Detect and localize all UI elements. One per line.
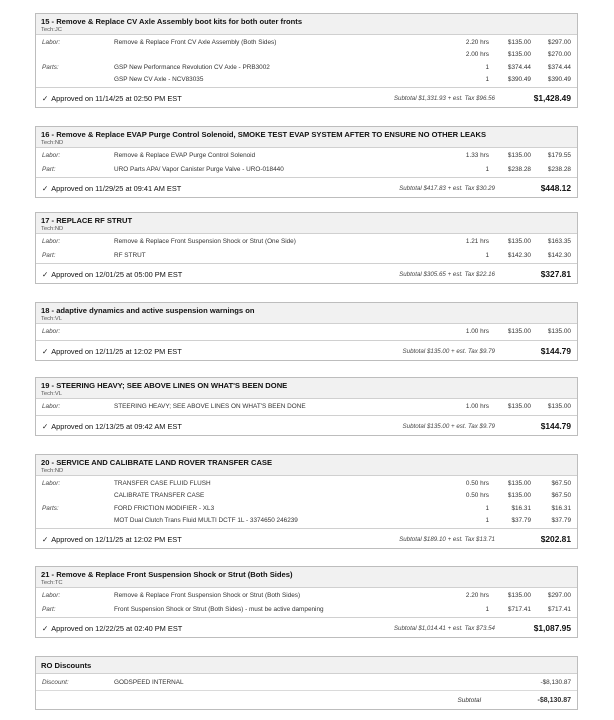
line-description: FORD FRICTION MODIFIER - XL3 xyxy=(114,505,215,512)
line-type: Part: xyxy=(42,251,56,259)
line-type: Labor: xyxy=(42,152,61,159)
line-rate: $135.00 xyxy=(507,491,531,499)
job-line-row xyxy=(36,401,577,413)
line-rate: $390.49 xyxy=(507,75,531,83)
job-footer xyxy=(36,617,577,637)
job-header xyxy=(36,14,577,35)
line-description: Remove & Replace Front Suspension Shock or Strut (One Side) xyxy=(114,238,296,245)
discounts-title: RO Discounts xyxy=(41,661,92,670)
approval-status xyxy=(42,535,182,544)
approval-text: Approved on 11/29/25 at 09:41 AM EST xyxy=(51,184,182,193)
check-icon: ✓ xyxy=(42,624,49,633)
check-icon: ✓ xyxy=(42,184,49,193)
job-grand-total: $448.12 xyxy=(540,183,571,193)
approval-status xyxy=(42,422,182,431)
line-type: Labor: xyxy=(42,328,61,335)
job-line-row xyxy=(36,590,577,602)
discount-row xyxy=(36,674,577,691)
line-total: $717.41 xyxy=(547,605,571,613)
job-line-row xyxy=(36,503,577,515)
job-title: 21 - Remove & Replace Front Suspension Shock or Strut (Both Sides) xyxy=(41,570,293,579)
line-rate: $16.31 xyxy=(511,505,531,512)
job-line-row xyxy=(36,250,577,262)
check-icon: ✓ xyxy=(42,270,49,279)
line-rate: $374.44 xyxy=(507,64,531,71)
check-icon: ✓ xyxy=(42,346,49,356)
line-rate: $135.00 xyxy=(507,50,531,58)
approval-status xyxy=(42,347,182,356)
job-grand-total: $144.79 xyxy=(540,345,571,356)
job-line-row xyxy=(36,37,577,49)
line-rate: $135.00 xyxy=(507,403,531,410)
job-tech: Tech:VL xyxy=(41,316,62,322)
job-tech: Tech:ND xyxy=(41,468,64,474)
approval-text: Approved on 12/11/25 at 12:02 PM EST xyxy=(51,346,182,356)
line-quantity: 1 xyxy=(485,605,489,613)
line-rate: $238.28 xyxy=(507,165,531,173)
approval-status xyxy=(42,270,182,279)
line-description: RF STRUT xyxy=(114,251,146,259)
job-line-row xyxy=(36,490,577,502)
line-rate: $135.00 xyxy=(507,592,531,599)
line-total: $142.30 xyxy=(547,251,571,259)
line-total: $297.00 xyxy=(547,592,571,599)
line-quantity: 1 xyxy=(485,516,489,524)
job-subtotal: Subtotal $189.10 + est. Tax $13.71 xyxy=(399,536,495,543)
line-description: GSP New Performance Revolution CV Axle - PRB3002 xyxy=(114,64,270,71)
line-quantity: 0.50 hrs xyxy=(465,480,489,487)
line-type: Parts: xyxy=(42,505,59,512)
approval-text: Approved on 12/22/25 at 02:40 PM EST xyxy=(51,624,183,633)
job-title: 15 - Remove & Replace CV Axle Assembly boot kits for both outer fronts xyxy=(41,17,303,26)
job-line-row xyxy=(36,164,577,176)
job-title: 16 - Remove & Replace EVAP Purge Control Solenoid, SMOKE TEST EVAP SYSTEM AFTER TO ENSURE NO OTHER LEAKS xyxy=(41,130,487,139)
line-total: $179.55 xyxy=(547,152,571,159)
check-icon: ✓ xyxy=(42,94,49,103)
line-description: Front Suspension Shock or Strut (Both Sides) - must be active dampening xyxy=(114,605,324,613)
job-card xyxy=(35,566,578,638)
discount-amount: -$8,130.87 xyxy=(540,679,571,686)
line-description: Remove & Replace Front Suspension Shock or Strut (Both Sides) xyxy=(114,592,301,599)
line-type: Labor: xyxy=(42,480,61,487)
job-line-row xyxy=(36,62,577,74)
job-line-row xyxy=(36,236,577,248)
job-tech: Tech:ND xyxy=(41,140,64,146)
job-lines xyxy=(36,588,577,617)
line-quantity: 2.00 hrs xyxy=(465,50,489,58)
discount-subtotal-row xyxy=(36,691,577,709)
line-rate: $135.00 xyxy=(507,152,531,159)
job-subtotal: Subtotal $417.83 + est. Tax $30.29 xyxy=(399,185,495,192)
line-description: Remove & Replace Front CV Axle Assembly (Both Sides) xyxy=(114,39,277,46)
job-line-row xyxy=(36,515,577,527)
job-subtotal: Subtotal $1,331.93 + est. Tax $96.56 xyxy=(393,95,495,102)
line-quantity: 1 xyxy=(485,75,489,83)
job-footer xyxy=(36,263,577,283)
line-description: TRANSFER CASE FLUID FLUSH xyxy=(114,480,211,487)
job-subtotal: Subtotal $305.65 + est. Tax $22.16 xyxy=(399,271,495,278)
approval-status xyxy=(42,184,181,193)
job-lines xyxy=(36,234,577,263)
job-line-row xyxy=(36,478,577,490)
line-rate: $142.30 xyxy=(507,251,531,259)
line-quantity: 2.20 hrs xyxy=(465,592,489,599)
line-description: MOT Dual Clutch Trans Fluid MULTI DCTF 1L - 3374650 246239 xyxy=(114,516,298,524)
line-rate: $135.00 xyxy=(507,238,531,245)
line-type: Part: xyxy=(42,605,56,613)
job-grand-total: $1,087.95 xyxy=(533,623,571,633)
line-rate: $135.00 xyxy=(507,480,531,487)
line-type: Labor: xyxy=(42,403,61,410)
job-card xyxy=(35,302,578,361)
job-grand-total: $144.79 xyxy=(540,420,571,431)
job-tech: Tech:TC xyxy=(41,580,63,586)
job-line-row xyxy=(36,49,577,61)
line-description: Remove & Replace EVAP Purge Control Solenoid xyxy=(114,152,256,159)
approval-text: Approved on 12/01/25 at 05:00 PM EST xyxy=(51,270,183,279)
job-tech: Tech:JC xyxy=(41,27,62,33)
line-quantity: 1.00 hrs xyxy=(465,403,489,410)
line-quantity: 1 xyxy=(485,251,489,259)
line-total: $270.00 xyxy=(547,50,571,58)
job-grand-total: $327.81 xyxy=(540,269,571,279)
job-subtotal: Subtotal $135.00 + est. Tax $9.79 xyxy=(402,422,495,430)
job-grand-total: $202.81 xyxy=(540,534,571,544)
check-icon: ✓ xyxy=(42,535,49,544)
line-type: Labor: xyxy=(42,592,61,599)
subtotal-value: -$8,130.87 xyxy=(537,697,571,704)
subtotal-label: Subtotal xyxy=(457,697,481,704)
job-grand-total: $1,428.49 xyxy=(533,93,571,103)
line-total: $67.50 xyxy=(551,480,571,487)
line-quantity: 2.20 hrs xyxy=(465,39,489,46)
line-total: $297.00 xyxy=(547,39,571,46)
job-header xyxy=(36,213,577,234)
job-line-row xyxy=(36,150,577,162)
job-card xyxy=(35,454,578,549)
discounts-header xyxy=(36,657,577,674)
job-title: 17 - REPLACE RF STRUT xyxy=(41,216,133,225)
line-quantity: 1.21 hrs xyxy=(465,238,489,245)
approval-text: Approved on 12/11/25 at 12:02 PM EST xyxy=(51,535,182,544)
job-footer xyxy=(36,528,577,548)
job-tech: Tech:VL xyxy=(41,391,62,397)
discount-label: Discount: xyxy=(42,679,69,686)
line-quantity: 1.00 hrs xyxy=(465,328,489,335)
job-lines xyxy=(36,324,577,340)
line-total: $238.28 xyxy=(547,165,571,173)
job-card xyxy=(35,212,578,284)
job-footer xyxy=(36,177,577,197)
job-line-row xyxy=(36,604,577,616)
check-icon: ✓ xyxy=(42,421,49,431)
line-total: $163.35 xyxy=(547,238,571,245)
line-description: CALIBRATE TRANSFER CASE xyxy=(114,491,205,499)
approval-status xyxy=(42,94,182,103)
discounts-card xyxy=(35,656,578,710)
job-line-row xyxy=(36,326,577,338)
line-description: STEERING HEAVY; SEE ABOVE LINES ON WHAT'S BEEN DONE xyxy=(114,403,306,410)
job-footer xyxy=(36,415,577,435)
job-footer xyxy=(36,87,577,107)
job-title: 19 - STEERING HEAVY; SEE ABOVE LINES ON WHAT'S BEEN DONE xyxy=(41,381,288,390)
line-rate: $37.79 xyxy=(511,516,531,524)
job-card xyxy=(35,377,578,436)
job-header xyxy=(36,378,577,399)
line-quantity: 0.50 hrs xyxy=(465,491,489,499)
line-total: $37.79 xyxy=(551,516,571,524)
job-subtotal: Subtotal $135.00 + est. Tax $9.79 xyxy=(402,347,495,355)
discount-name: GODSPEED INTERNAL xyxy=(114,679,184,686)
approval-status xyxy=(42,624,182,633)
job-header xyxy=(36,127,577,148)
job-footer xyxy=(36,340,577,360)
job-lines xyxy=(36,35,577,87)
job-header xyxy=(36,567,577,588)
job-line-row xyxy=(36,74,577,86)
line-quantity: 1 xyxy=(485,64,489,71)
line-quantity: 1 xyxy=(485,505,489,512)
job-card xyxy=(35,126,578,198)
line-total: $374.44 xyxy=(547,64,571,71)
line-rate: $717.41 xyxy=(507,605,531,613)
line-total: $67.50 xyxy=(551,491,571,499)
job-header xyxy=(36,303,577,324)
job-header xyxy=(36,455,577,476)
line-type: Parts: xyxy=(42,64,59,71)
job-lines xyxy=(36,148,577,177)
job-title: 18 - adaptive dynamics and active suspension warnings on xyxy=(41,306,255,315)
job-subtotal: Subtotal $1,014.41 + est. Tax $73.54 xyxy=(393,625,495,632)
line-quantity: 1 xyxy=(485,165,489,173)
line-type: Part: xyxy=(42,165,56,173)
job-tech: Tech:ND xyxy=(41,226,64,232)
line-total: $16.31 xyxy=(551,505,571,512)
line-total: $135.00 xyxy=(547,328,571,335)
line-description: URO Parts APA/ Vapor Canister Purge Valve - URO-018440 xyxy=(114,165,284,173)
approval-text: Approved on 11/14/25 at 02:50 PM EST xyxy=(51,94,182,103)
job-card xyxy=(35,13,578,108)
line-type: Labor: xyxy=(42,238,61,245)
line-rate: $135.00 xyxy=(507,328,531,335)
job-title: 20 - SERVICE AND CALIBRATE LAND ROVER TRANSFER CASE xyxy=(41,458,273,467)
line-quantity: 1.33 hrs xyxy=(465,152,489,159)
job-lines xyxy=(36,476,577,528)
line-rate: $135.00 xyxy=(507,39,531,46)
job-lines xyxy=(36,399,577,415)
line-description: GSP New CV Axle - NCV83035 xyxy=(114,75,204,83)
line-total: $390.49 xyxy=(547,75,571,83)
approval-text: Approved on 12/13/25 at 09:42 AM EST xyxy=(51,421,182,431)
line-total: $135.00 xyxy=(547,403,571,410)
line-type: Labor: xyxy=(42,39,61,46)
